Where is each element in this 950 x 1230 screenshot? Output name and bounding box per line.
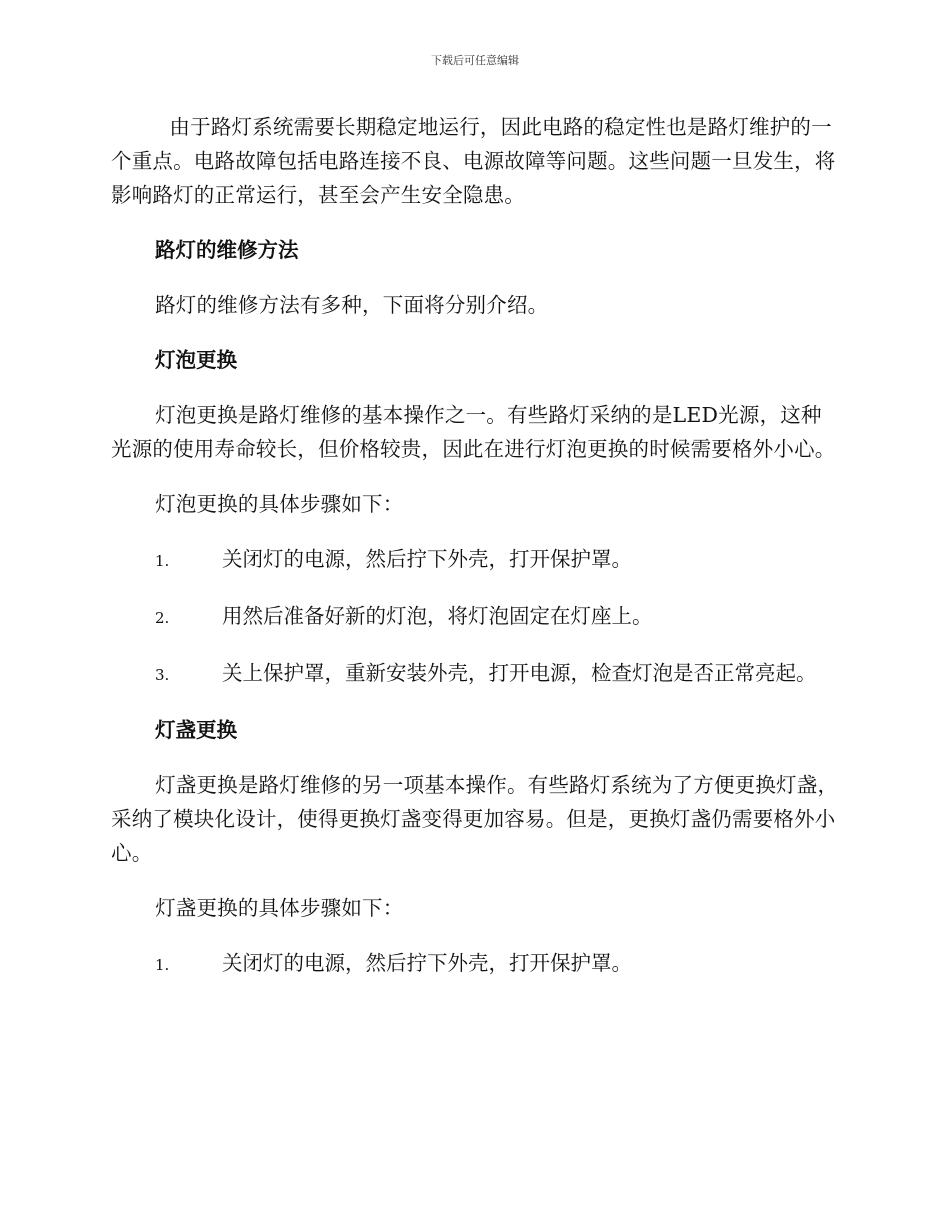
lampshade-replacement-paragraph: 灯盏更换是路灯维修的另一项基本操作。有些路灯系统为了方便更换灯盏，采纳了模块化设计，使得更换灯盏变得更加容易。但是，更换灯盏仍需要格外小心。: [111, 773, 839, 865]
list-item-text: 关闭灯的电源，然后拧下外壳，打开保护罩。: [222, 951, 632, 975]
bulb-replacement-paragraph: 灯泡更换是路灯维修的基本操作之一。有些路灯采纳的是LED光源，这种光源的使用寿命较长，但价格较贵，因此在进行灯泡更换的时候需要格外小心。: [111, 403, 836, 461]
intro-paragraph: 由于路灯系统需要长期稳定地运行，因此电路的稳定性也是路灯维护的一个重点。电路故障包括电路连接不良、电源故障等问题。这些问题一旦发生，将影响路灯的正常运行，甚至会产生安全隐患。: [111, 115, 836, 207]
list-number: 1.: [155, 552, 170, 570]
section-heading-bulb-replacement: 灯泡更换: [155, 348, 237, 372]
bulb-steps-intro: 灯泡更换的具体步骤如下：: [155, 492, 404, 516]
document-body: [111, 110, 839, 1003]
repair-methods-intro: 路灯的维修方法有多种，下面将分别介绍。: [155, 293, 549, 317]
list-number: 1.: [155, 956, 170, 974]
bulb-step-1: [111, 542, 839, 578]
lampshade-step-1: [111, 946, 839, 982]
list-number: 2.: [155, 609, 170, 627]
page-header: 下载后可任意编辑: [431, 54, 519, 67]
list-number: 3.: [155, 666, 170, 684]
bulb-step-3: [111, 656, 839, 692]
section-heading-repair-methods: 路灯的维修方法: [155, 238, 299, 262]
section-heading-lampshade-replacement: 灯盏更换: [155, 718, 237, 742]
list-item-text: 关上保护罩，重新安装外壳，打开电源，检查灯泡是否正常亮起。: [222, 661, 817, 685]
list-item-text: 关闭灯的电源，然后拧下外壳，打开保护罩。: [222, 547, 632, 571]
list-item-text: 用然后准备好新的灯泡，将灯泡固定在灯座上。: [222, 604, 653, 628]
bulb-step-2: [111, 599, 839, 635]
lampshade-steps-intro: 灯盏更换的具体步骤如下：: [155, 896, 404, 920]
